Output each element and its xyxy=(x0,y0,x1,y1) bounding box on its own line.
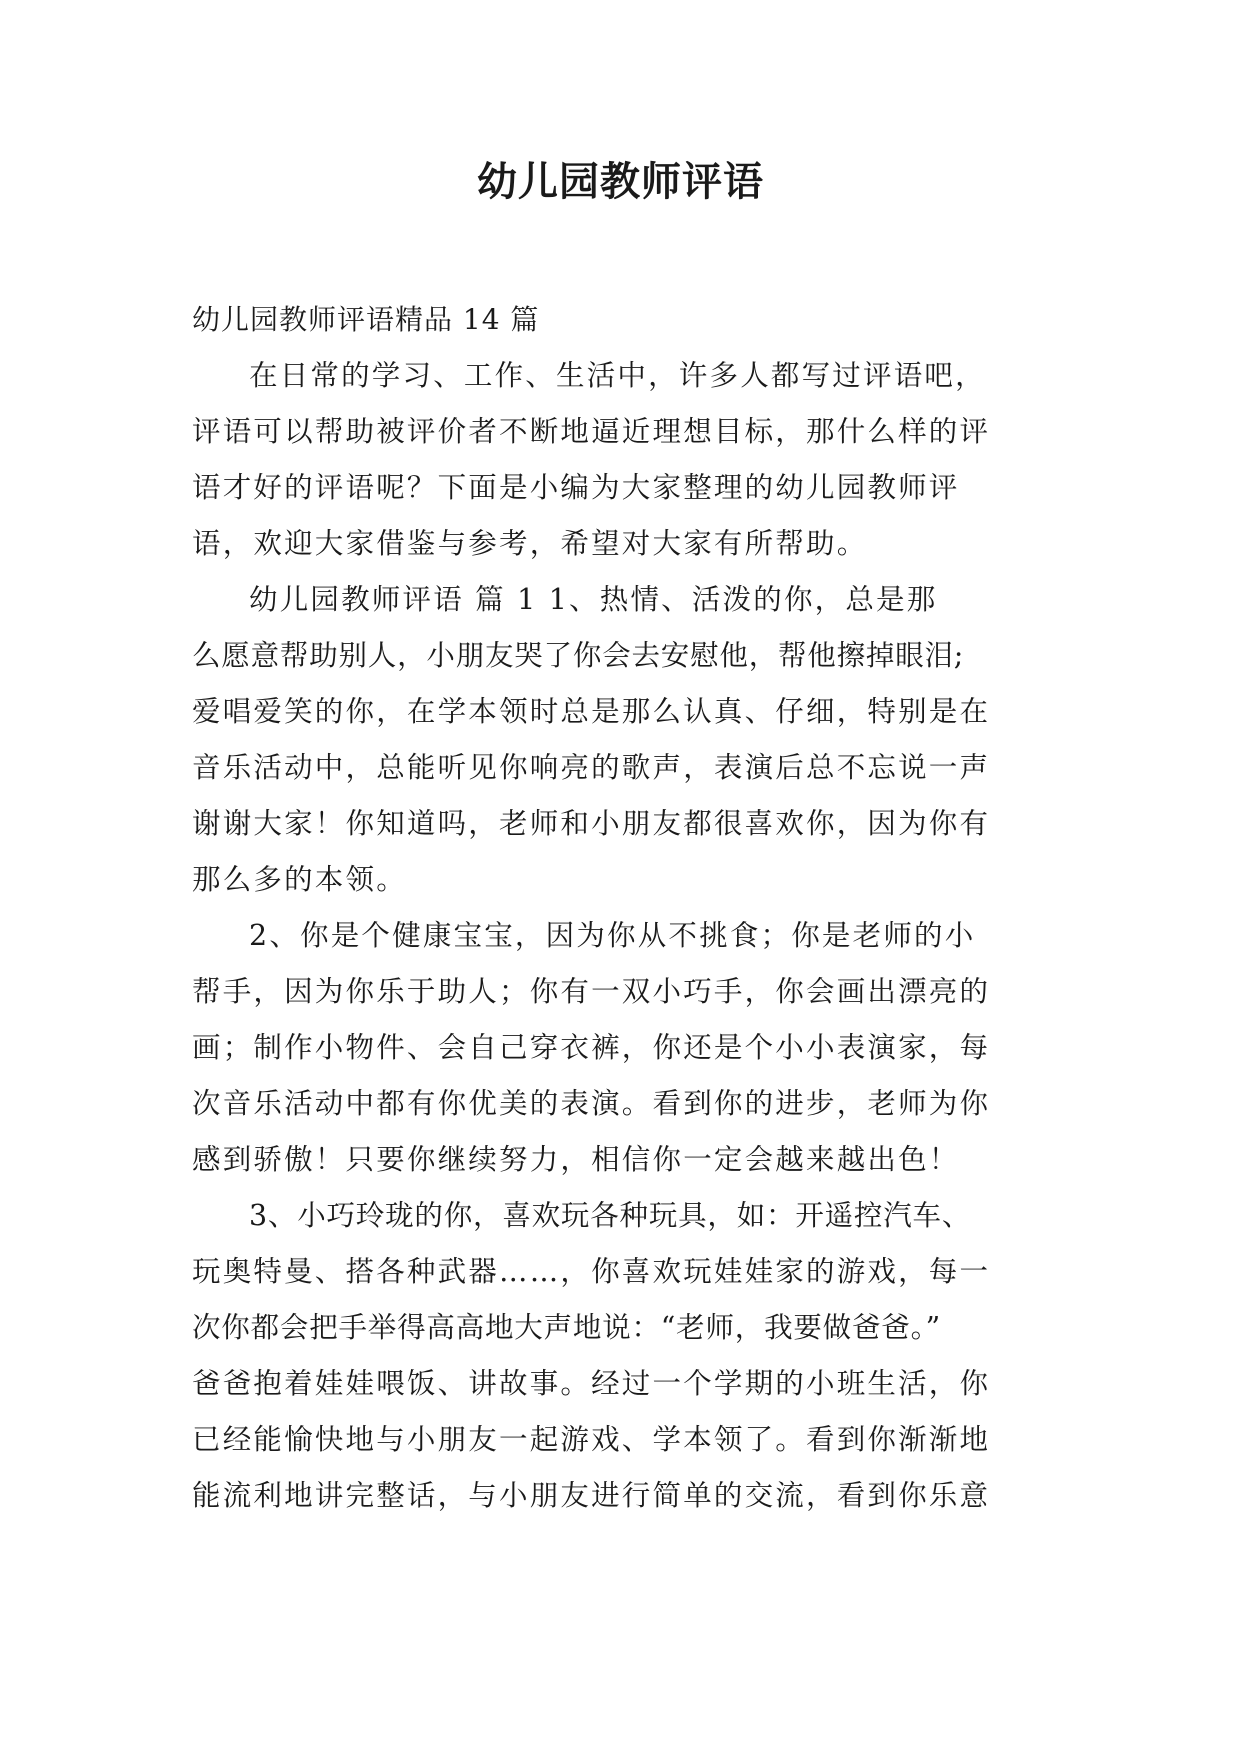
paragraph-line: 帮手，因为你乐于助人；你有一双小巧手，你会画出漂亮的 xyxy=(192,975,991,1008)
paragraph-line: 幼儿园教师评语 篇 1 1、热情、活泼的你，总是那 xyxy=(249,583,938,616)
paragraph-line: 玩奥特曼、搭各种武器……，你喜欢玩娃娃家的游戏，每一 xyxy=(192,1255,991,1288)
paragraph-line: 次音乐活动中都有你优美的表演。看到你的进步，老师为你 xyxy=(192,1087,991,1120)
paragraph-line: 次你都会把手举得高高地大声地说：“老师，我要做爸爸。” xyxy=(192,1311,941,1344)
paragraph-line: 语才好的评语呢？下面是小编为大家整理的幼儿园教师评 xyxy=(192,471,960,504)
document-subtitle: 幼儿园教师评语精品 14 篇 xyxy=(192,303,540,336)
paragraph-line: 爱唱爱笑的你，在学本领时总是那么认真、仔细，特别是在 xyxy=(192,695,991,728)
paragraph-line: 评语可以帮助被评价者不断地逼近理想目标，那什么样的评 xyxy=(192,415,991,448)
comment-paragraph-3 xyxy=(192,1188,1050,1524)
paragraph-line: 感到骄傲！只要你继续努力，相信你一定会越来越出色！ xyxy=(192,1143,960,1176)
comment-paragraph-1 xyxy=(192,572,1050,908)
paragraph-line: 谢谢大家！你知道吗，老师和小朋友都很喜欢你，因为你有 xyxy=(192,807,991,840)
document-body xyxy=(192,292,1050,1524)
comment-paragraph-2 xyxy=(192,908,1050,1188)
paragraph-line: 爸爸抱着娃娃喂饭、讲故事。经过一个学期的小班生活，你 xyxy=(192,1367,991,1400)
document-title: 幼儿园教师评语 xyxy=(477,159,764,205)
paragraph-line: 语，欢迎大家借鉴与参考，希望对大家有所帮助。 xyxy=(192,527,868,560)
paragraph-line: 音乐活动中，总能听见你响亮的歌声，表演后总不忘说一声 xyxy=(192,751,991,784)
paragraph-line: 在日常的学习、工作、生活中，许多人都写过评语吧， xyxy=(249,359,986,392)
paragraph-line: 已经能愉快地与小朋友一起游戏、学本领了。看到你渐渐地 xyxy=(192,1423,991,1456)
paragraph-line: 3、小巧玲珑的你，喜欢玩各种玩具，如：开遥控汽车、 xyxy=(249,1199,972,1232)
paragraph-line: 2、你是个健康宝宝，因为你从不挑食；你是老师的小 xyxy=(249,919,976,952)
intro-paragraph xyxy=(192,348,1050,572)
paragraph-line: 那么多的本领。 xyxy=(192,863,407,896)
paragraph-line: 能流利地讲完整话，与小朋友进行简单的交流，看到你乐意 xyxy=(192,1479,991,1512)
paragraph-line: 画；制作小物件、会自己穿衣裤，你还是个小小表演家，每 xyxy=(192,1031,991,1064)
paragraph-line: 么愿意帮助别人，小朋友哭了你会去安慰他，帮他擦掉眼泪; xyxy=(192,639,965,672)
